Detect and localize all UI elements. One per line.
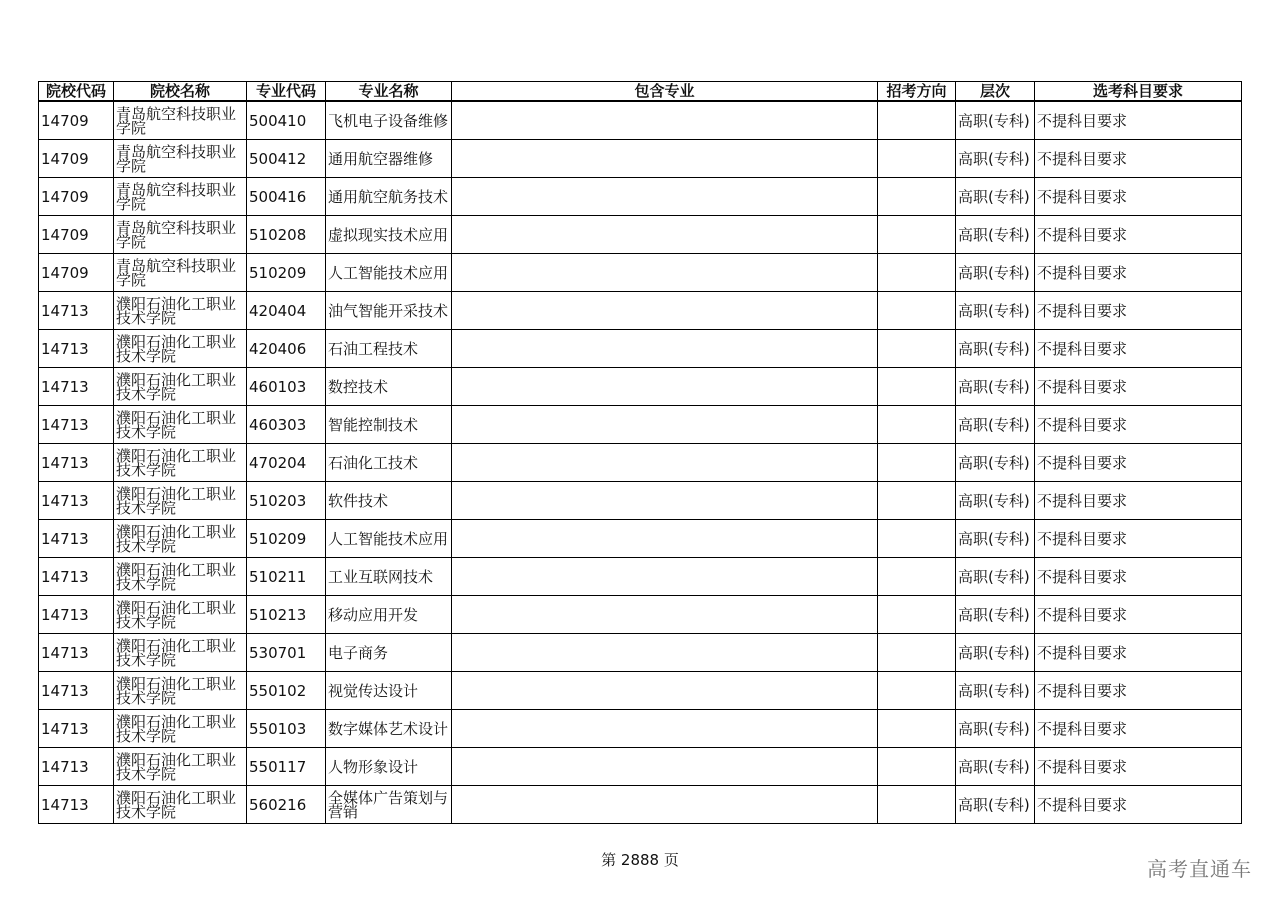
cell-level: 高职(专科) xyxy=(956,672,1035,710)
cell-school-name: 濮阳石油化工职业技术学院 xyxy=(114,634,247,672)
cell-school-name: 青岛航空科技职业学院 xyxy=(114,254,247,292)
cell-included-majors xyxy=(452,786,878,824)
col-header-requirement: 选考科目要求 xyxy=(1035,82,1242,102)
cell-direction xyxy=(878,786,956,824)
cell-requirement: 不提科目要求 xyxy=(1035,330,1242,368)
cell-major-code: 510203 xyxy=(247,482,326,520)
cell-level: 高职(专科) xyxy=(956,520,1035,558)
cell-major-code: 460103 xyxy=(247,368,326,406)
cell-major-code: 560216 xyxy=(247,786,326,824)
cell-major-name: 虚拟现实技术应用 xyxy=(326,216,452,254)
cell-major-name: 飞机电子设备维修 xyxy=(326,101,452,140)
cell-school-name: 濮阳石油化工职业技术学院 xyxy=(114,672,247,710)
cell-school-code: 14713 xyxy=(39,444,114,482)
cell-major-code: 420404 xyxy=(247,292,326,330)
cell-direction xyxy=(878,710,956,748)
cell-school-code: 14713 xyxy=(39,330,114,368)
cell-requirement: 不提科目要求 xyxy=(1035,710,1242,748)
cell-requirement: 不提科目要求 xyxy=(1035,292,1242,330)
cell-school-code: 14713 xyxy=(39,520,114,558)
cell-included-majors xyxy=(452,368,878,406)
cell-major-name: 电子商务 xyxy=(326,634,452,672)
cell-major-code: 550102 xyxy=(247,672,326,710)
table-row xyxy=(39,254,1242,292)
cell-included-majors xyxy=(452,596,878,634)
cell-level: 高职(专科) xyxy=(956,292,1035,330)
cell-major-code: 550103 xyxy=(247,710,326,748)
cell-direction xyxy=(878,140,956,178)
cell-major-code: 500410 xyxy=(247,101,326,140)
cell-requirement: 不提科目要求 xyxy=(1035,596,1242,634)
cell-school-name: 濮阳石油化工职业技术学院 xyxy=(114,596,247,634)
cell-school-name: 濮阳石油化工职业技术学院 xyxy=(114,406,247,444)
cell-major-name: 人物形象设计 xyxy=(326,748,452,786)
cell-level: 高职(专科) xyxy=(956,254,1035,292)
cell-requirement: 不提科目要求 xyxy=(1035,444,1242,482)
cell-direction xyxy=(878,178,956,216)
cell-requirement: 不提科目要求 xyxy=(1035,368,1242,406)
cell-included-majors xyxy=(452,748,878,786)
cell-major-name: 石油化工技术 xyxy=(326,444,452,482)
cell-major-code: 510211 xyxy=(247,558,326,596)
cell-direction xyxy=(878,520,956,558)
cell-school-code: 14709 xyxy=(39,178,114,216)
watermark-text: 高考直通车 xyxy=(1147,857,1252,881)
cell-level: 高职(专科) xyxy=(956,330,1035,368)
table-row xyxy=(39,406,1242,444)
admissions-table xyxy=(38,81,1242,824)
cell-major-code: 500416 xyxy=(247,178,326,216)
cell-major-name: 全媒体广告策划与营销 xyxy=(326,786,452,824)
cell-major-code: 500412 xyxy=(247,140,326,178)
cell-included-majors xyxy=(452,520,878,558)
cell-major-code: 550117 xyxy=(247,748,326,786)
table-body xyxy=(39,101,1242,824)
cell-direction xyxy=(878,748,956,786)
cell-major-name: 人工智能技术应用 xyxy=(326,520,452,558)
cell-school-code: 14713 xyxy=(39,596,114,634)
cell-major-name: 数字媒体艺术设计 xyxy=(326,710,452,748)
cell-included-majors xyxy=(452,101,878,140)
cell-level: 高职(专科) xyxy=(956,178,1035,216)
col-header-major-code: 专业代码 xyxy=(247,82,326,102)
cell-major-name: 软件技术 xyxy=(326,482,452,520)
cell-major-name: 油气智能开采技术 xyxy=(326,292,452,330)
cell-school-name: 青岛航空科技职业学院 xyxy=(114,178,247,216)
cell-major-code: 470204 xyxy=(247,444,326,482)
table-row xyxy=(39,330,1242,368)
table-row xyxy=(39,482,1242,520)
cell-school-name: 青岛航空科技职业学院 xyxy=(114,216,247,254)
cell-level: 高职(专科) xyxy=(956,216,1035,254)
cell-direction xyxy=(878,368,956,406)
cell-major-name: 工业互联网技术 xyxy=(326,558,452,596)
col-header-school-code: 院校代码 xyxy=(39,82,114,102)
cell-included-majors xyxy=(452,672,878,710)
cell-school-name: 濮阳石油化工职业技术学院 xyxy=(114,558,247,596)
cell-requirement: 不提科目要求 xyxy=(1035,406,1242,444)
table-row xyxy=(39,558,1242,596)
cell-requirement: 不提科目要求 xyxy=(1035,216,1242,254)
cell-level: 高职(专科) xyxy=(956,482,1035,520)
cell-major-code: 510208 xyxy=(247,216,326,254)
cell-major-name: 人工智能技术应用 xyxy=(326,254,452,292)
table-row xyxy=(39,672,1242,710)
cell-requirement: 不提科目要求 xyxy=(1035,748,1242,786)
cell-included-majors xyxy=(452,178,878,216)
cell-school-code: 14713 xyxy=(39,558,114,596)
cell-direction xyxy=(878,216,956,254)
cell-school-name: 濮阳石油化工职业技术学院 xyxy=(114,368,247,406)
cell-level: 高职(专科) xyxy=(956,558,1035,596)
cell-school-code: 14709 xyxy=(39,140,114,178)
cell-school-code: 14713 xyxy=(39,368,114,406)
cell-school-code: 14713 xyxy=(39,482,114,520)
cell-included-majors xyxy=(452,140,878,178)
cell-included-majors xyxy=(452,634,878,672)
cell-school-name: 濮阳石油化工职业技术学院 xyxy=(114,520,247,558)
cell-school-code: 14713 xyxy=(39,748,114,786)
cell-requirement: 不提科目要求 xyxy=(1035,482,1242,520)
cell-direction xyxy=(878,292,956,330)
cell-major-name: 视觉传达设计 xyxy=(326,672,452,710)
cell-major-code: 510213 xyxy=(247,596,326,634)
cell-direction xyxy=(878,634,956,672)
cell-requirement: 不提科目要求 xyxy=(1035,140,1242,178)
cell-school-code: 14709 xyxy=(39,101,114,140)
cell-requirement: 不提科目要求 xyxy=(1035,786,1242,824)
cell-school-code: 14713 xyxy=(39,786,114,824)
cell-major-name: 数控技术 xyxy=(326,368,452,406)
cell-direction xyxy=(878,330,956,368)
cell-school-code: 14713 xyxy=(39,406,114,444)
col-header-included-majors: 包含专业 xyxy=(452,82,878,102)
table-row xyxy=(39,101,1242,140)
table-row xyxy=(39,216,1242,254)
cell-included-majors xyxy=(452,482,878,520)
table-row xyxy=(39,368,1242,406)
cell-included-majors xyxy=(452,710,878,748)
table-row xyxy=(39,178,1242,216)
cell-included-majors xyxy=(452,330,878,368)
table-row xyxy=(39,596,1242,634)
cell-level: 高职(专科) xyxy=(956,596,1035,634)
cell-school-name: 濮阳石油化工职业技术学院 xyxy=(114,444,247,482)
cell-requirement: 不提科目要求 xyxy=(1035,254,1242,292)
cell-major-code: 510209 xyxy=(247,254,326,292)
cell-school-name: 濮阳石油化工职业技术学院 xyxy=(114,786,247,824)
cell-requirement: 不提科目要求 xyxy=(1035,520,1242,558)
cell-direction xyxy=(878,406,956,444)
cell-level: 高职(专科) xyxy=(956,101,1035,140)
cell-requirement: 不提科目要求 xyxy=(1035,672,1242,710)
cell-direction xyxy=(878,482,956,520)
cell-direction xyxy=(878,672,956,710)
cell-direction xyxy=(878,596,956,634)
col-header-level: 层次 xyxy=(956,82,1035,102)
table-row xyxy=(39,444,1242,482)
cell-school-code: 14713 xyxy=(39,710,114,748)
cell-requirement: 不提科目要求 xyxy=(1035,101,1242,140)
cell-school-name: 濮阳石油化工职业技术学院 xyxy=(114,330,247,368)
cell-school-name: 濮阳石油化工职业技术学院 xyxy=(114,292,247,330)
cell-included-majors xyxy=(452,254,878,292)
cell-major-name: 智能控制技术 xyxy=(326,406,452,444)
cell-direction xyxy=(878,444,956,482)
cell-level: 高职(专科) xyxy=(956,368,1035,406)
cell-major-code: 420406 xyxy=(247,330,326,368)
cell-major-name: 石油工程技术 xyxy=(326,330,452,368)
table-row xyxy=(39,710,1242,748)
cell-direction xyxy=(878,254,956,292)
cell-level: 高职(专科) xyxy=(956,444,1035,482)
cell-school-name: 濮阳石油化工职业技术学院 xyxy=(114,482,247,520)
table-row xyxy=(39,292,1242,330)
table-header-row xyxy=(39,82,1242,102)
cell-level: 高职(专科) xyxy=(956,786,1035,824)
cell-included-majors xyxy=(452,558,878,596)
cell-major-code: 510209 xyxy=(247,520,326,558)
cell-included-majors xyxy=(452,292,878,330)
cell-requirement: 不提科目要求 xyxy=(1035,178,1242,216)
cell-major-name: 通用航空航务技术 xyxy=(326,178,452,216)
cell-level: 高职(专科) xyxy=(956,406,1035,444)
cell-school-name: 青岛航空科技职业学院 xyxy=(114,101,247,140)
table-row xyxy=(39,140,1242,178)
cell-included-majors xyxy=(452,216,878,254)
cell-included-majors xyxy=(452,444,878,482)
page-number: 第 2888 页 xyxy=(601,851,679,869)
cell-school-code: 14709 xyxy=(39,254,114,292)
cell-major-code: 530701 xyxy=(247,634,326,672)
cell-school-code: 14709 xyxy=(39,216,114,254)
cell-level: 高职(专科) xyxy=(956,634,1035,672)
col-header-direction: 招考方向 xyxy=(878,82,956,102)
cell-school-name: 青岛航空科技职业学院 xyxy=(114,140,247,178)
col-header-major-name: 专业名称 xyxy=(326,82,452,102)
cell-school-name: 濮阳石油化工职业技术学院 xyxy=(114,710,247,748)
table-row xyxy=(39,634,1242,672)
cell-included-majors xyxy=(452,406,878,444)
cell-school-code: 14713 xyxy=(39,292,114,330)
cell-major-code: 460303 xyxy=(247,406,326,444)
table-row xyxy=(39,520,1242,558)
cell-school-code: 14713 xyxy=(39,634,114,672)
cell-major-name: 通用航空器维修 xyxy=(326,140,452,178)
cell-level: 高职(专科) xyxy=(956,140,1035,178)
cell-level: 高职(专科) xyxy=(956,748,1035,786)
cell-direction xyxy=(878,558,956,596)
cell-requirement: 不提科目要求 xyxy=(1035,634,1242,672)
table-row xyxy=(39,748,1242,786)
cell-major-name: 移动应用开发 xyxy=(326,596,452,634)
table-row xyxy=(39,786,1242,824)
cell-level: 高职(专科) xyxy=(956,710,1035,748)
col-header-school-name: 院校名称 xyxy=(114,82,247,102)
cell-direction xyxy=(878,101,956,140)
cell-school-code: 14713 xyxy=(39,672,114,710)
cell-requirement: 不提科目要求 xyxy=(1035,558,1242,596)
cell-school-name: 濮阳石油化工职业技术学院 xyxy=(114,748,247,786)
